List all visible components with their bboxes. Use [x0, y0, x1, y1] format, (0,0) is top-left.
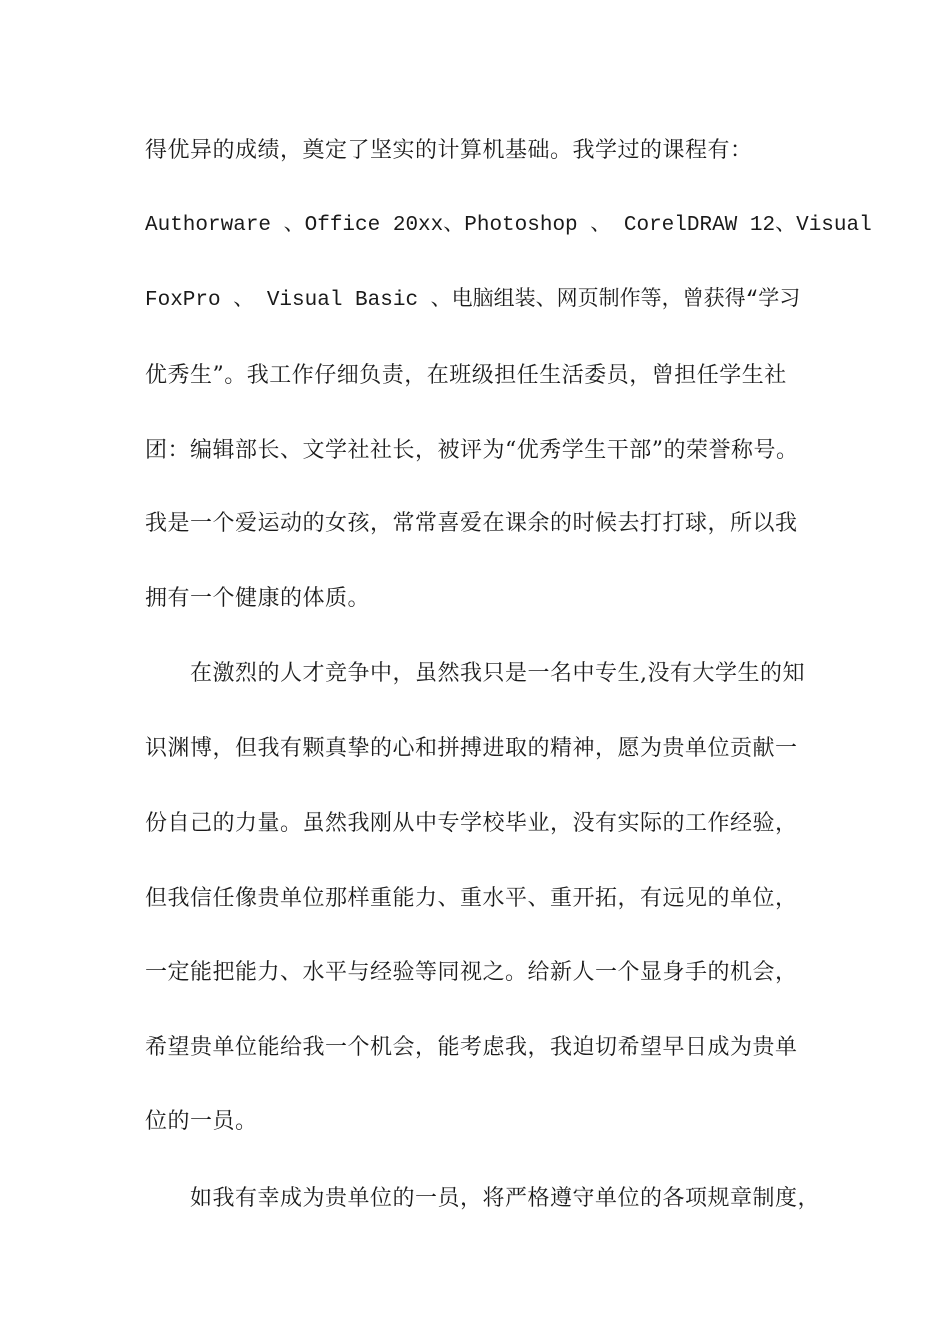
text-line: 我是一个爱运动的女孩，常常喜爱在课余的时候去打打球，所以我: [145, 511, 798, 536]
text-line: 希望贵单位能给我一个机会，能考虑我，我迫切希望早日成为贵单: [145, 1035, 798, 1060]
text-line: 一定能把能力、水平与经验等同视之。给新人一个显身手的机会，: [145, 960, 798, 985]
text-line: 优秀生”。我工作仔细负责，在班级担任生活委员，曾担任学生社: [145, 363, 787, 388]
text-line: 拥有一个健康的体质。: [145, 586, 371, 611]
text-line: Authorware 、Office 20xx、Photoshop 、 CorelDRAW 12、Visual: [145, 214, 872, 237]
text-line: 识渊博，但我有颗真挚的心和拼搏进取的精神，愿为贵单位贡献一: [145, 736, 798, 761]
text-line: 位的一员。: [145, 1109, 258, 1134]
text-line: 份自己的力量。虽然我刚从中专学校毕业，没有实际的工作经验，: [145, 811, 798, 836]
paragraph-first-line: 如我有幸成为贵单位的一员，将严格遵守单位的各项规章制度，: [190, 1186, 821, 1211]
text-line: 得优异的成绩，奠定了坚实的计算机基础。我学过的课程有：: [145, 138, 753, 163]
text-line: 但我信任像贵单位那样重能力、重水平、重开拓，有远见的单位，: [145, 886, 798, 911]
text-line: FoxPro 、 Visual Basic 、电脑组装、网页制作等，曾获得“学习: [145, 289, 801, 312]
paragraph-first-line: 在激烈的人才竞争中，虽然我只是一名中专生,没有大学生的知: [190, 661, 805, 686]
text-line: 团：编辑部长、文学社社长，被评为“优秀学生干部”的荣誉称号。: [145, 438, 799, 463]
